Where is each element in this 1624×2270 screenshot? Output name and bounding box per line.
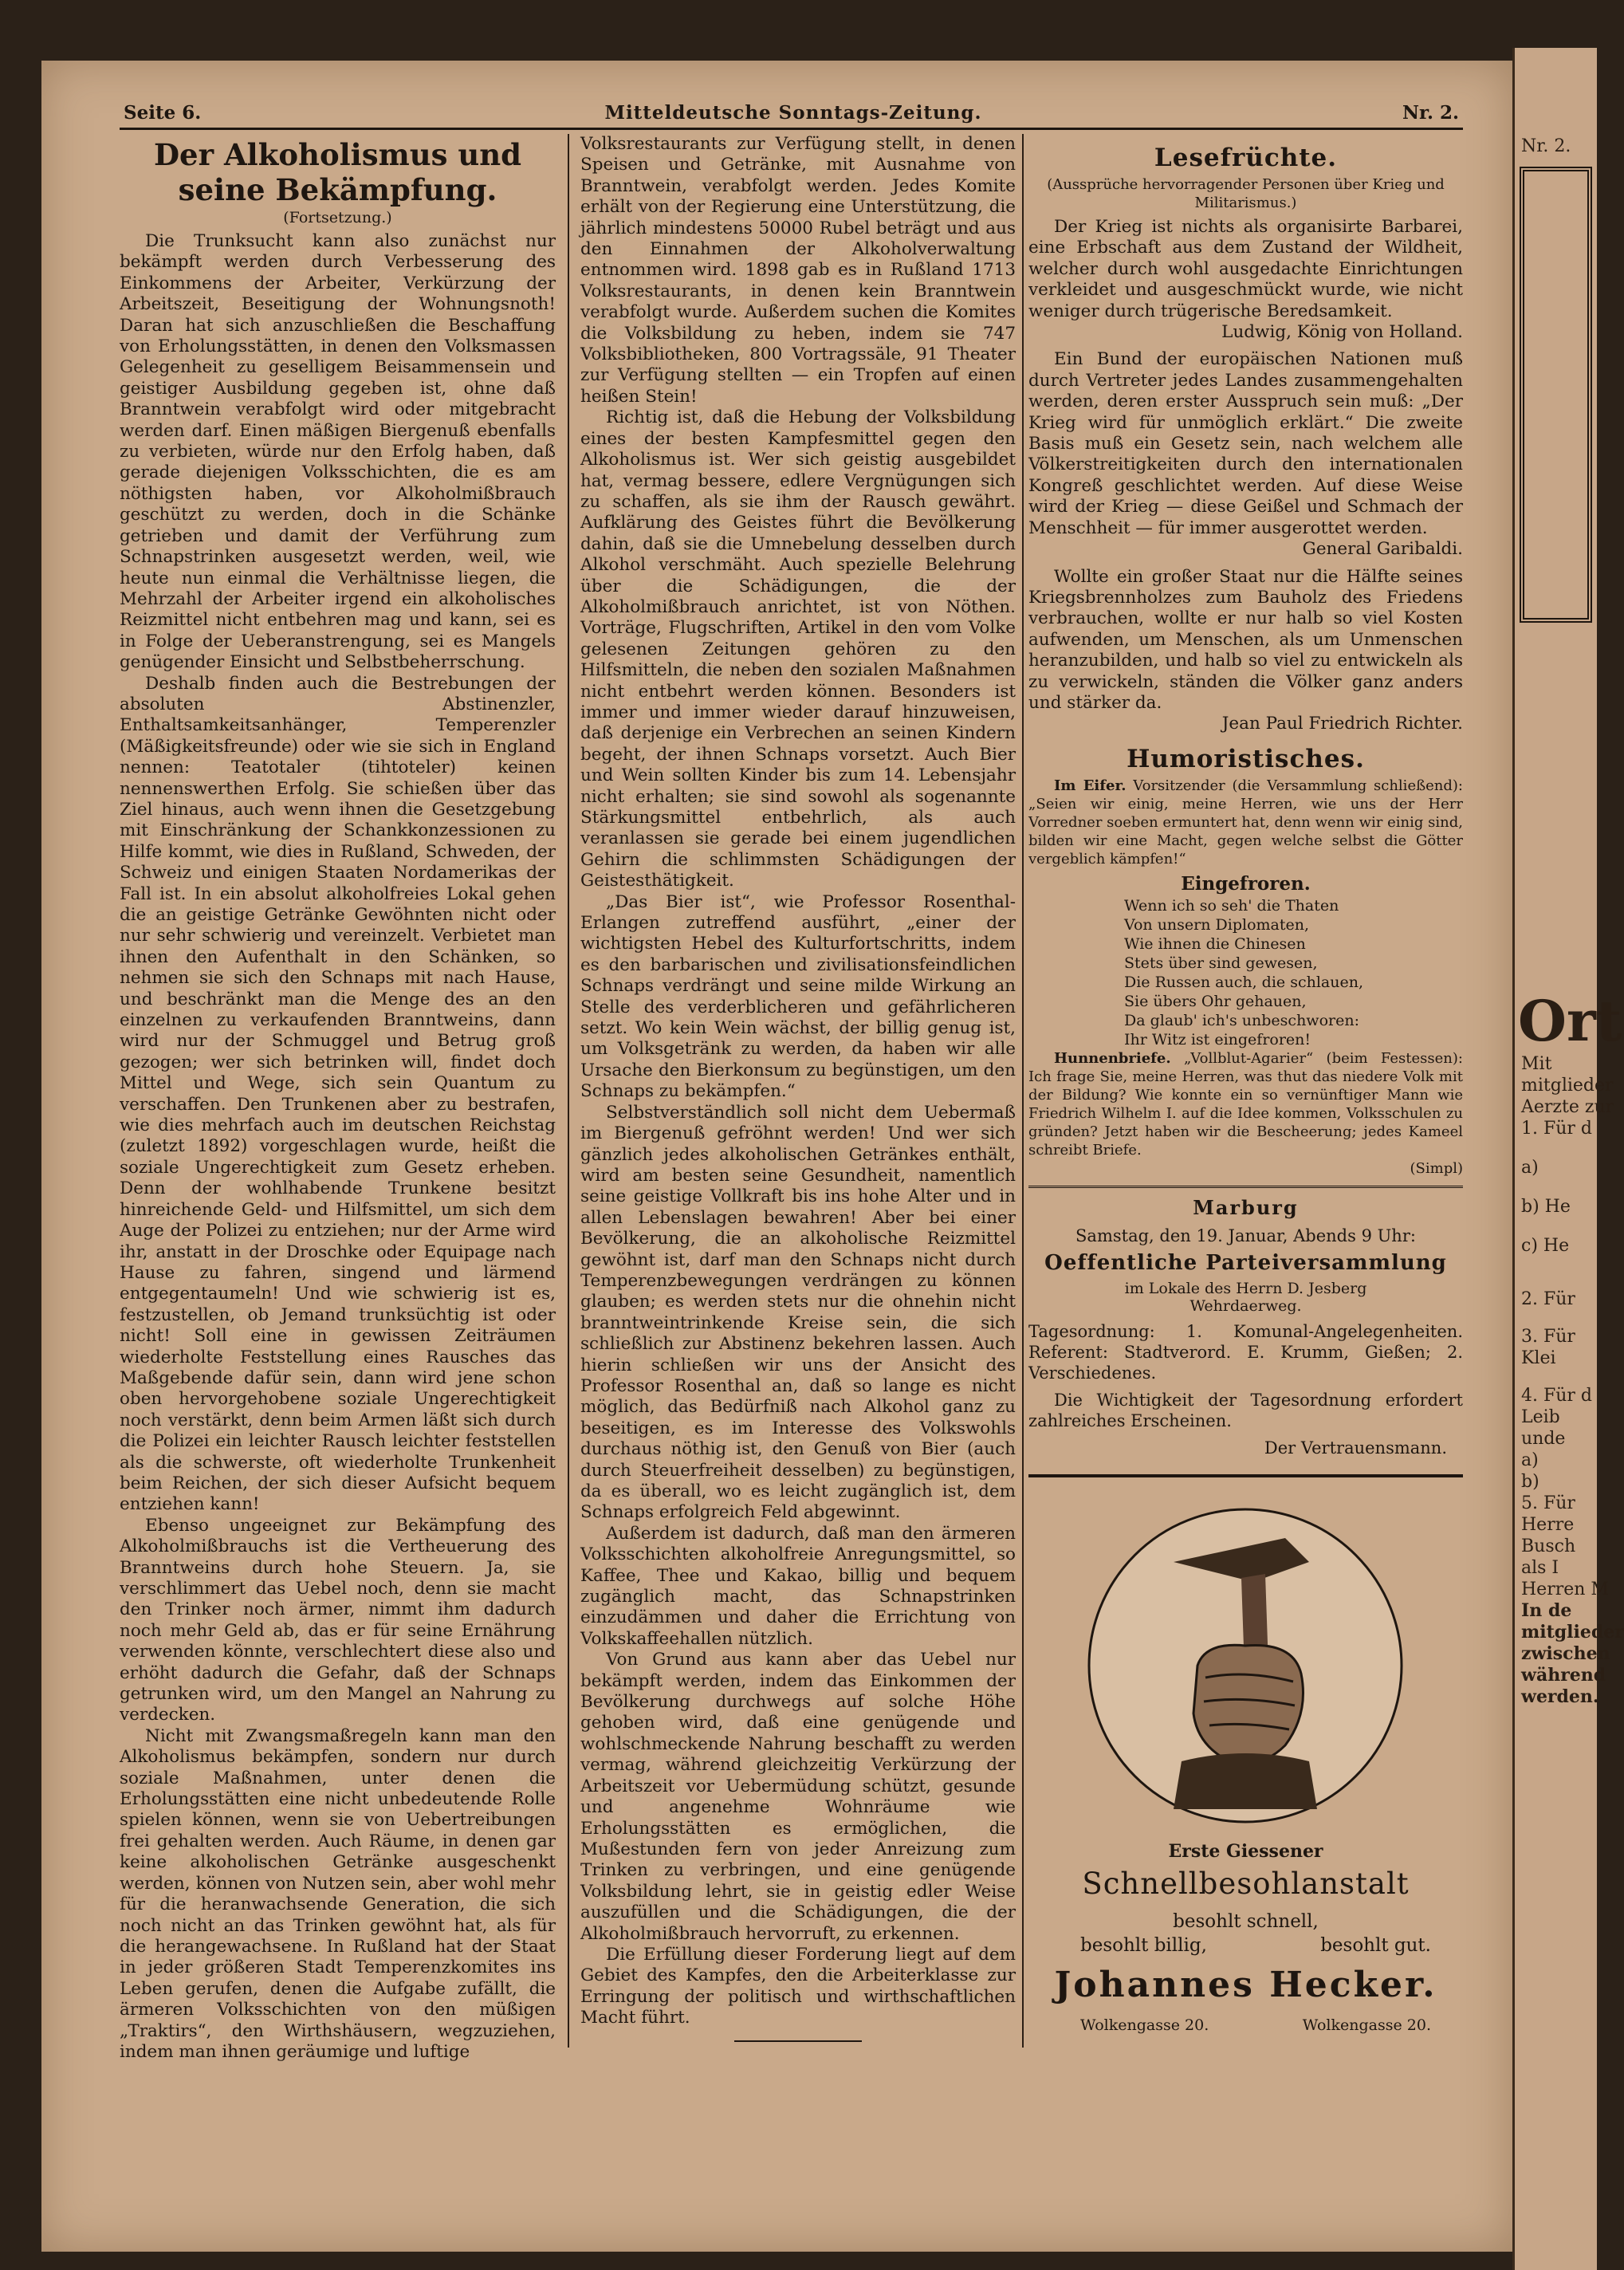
article-paragraph: Selbstverständlich soll nicht dem Uebermaß im Biergenuß gefröhnt werden! Und wer sich gänzlich jedes alkoholischen Getränkes enthält, wird am besten seine Gesundheit, namentlich seine geistige Vollkraft bis ins hohe Alter und in allen Lebenslagen bewahren! Aber bei einer Bevölkerung, die an alkoholische Reizmittel gewöhnt ist, darf man den Schnaps nicht durch Temperenzbewegungen verdrängen zu können glauben; es werden stets nur die ohnehin nicht branntweintrinkende Kreise sein, die sich schließlich zur Abstinenz bekehren lassen. Auch hierin schließen wir uns der Ansicht des Professor Rosenthal an, daß so lange es nicht möglich, das Bedürfniß nach Alkohol ganz zu beseitigen, es im Interesse des Volkswohls durchaus nöthig ist, den Genuß von Bier (auch durch Steuerfreiheit desselben) zu begünstigen, da es überall, wo es leicht zugänglich ist, dem Schnaps erfolgreich Feld abgewinnt.	[580, 1102, 1016, 1523]
humor-item	[1028, 777, 1463, 868]
edge-line: mitglieder	[1521, 1076, 1614, 1096]
edge-line: werden.	[1521, 1686, 1599, 1707]
meeting-event: Oeffentliche Parteiversammlung	[1044, 1250, 1447, 1275]
edge-line: 2. Für	[1521, 1289, 1575, 1309]
poem-line: Die Russen auch, die schlauen,	[1124, 973, 1363, 991]
meeting-street: Wehrdaerweg.	[1189, 1296, 1302, 1315]
poem-line: Wie ihnen die Chinesen	[1124, 934, 1306, 953]
article-title: Der Alkoholismus und seine Bekämpfung.	[153, 137, 522, 207]
column-3	[1028, 134, 1463, 2183]
ad-line3: besohlt schnell,	[1173, 1910, 1319, 1932]
edge-line: 5. Für	[1521, 1493, 1575, 1513]
article-end-rule	[734, 2040, 862, 2042]
quote-author: Jean Paul Friedrich Richter.	[1221, 714, 1463, 734]
article-paragraph: Deshalb finden auch die Bestrebungen der absoluten Abstinenzler, Enthaltsamkeitsanhänger, Temperenzler (Mäßigkeitsfreunde) oder wie sie sich in England nennen: Teatotaler (tihtoteler) keinen nennenswerthen Erfolg. Sie schießen über das Ziel hinaus, auch wenn ihnen die Gesetzgebung mit Einschränkung der Schankkonzessionen zu Hilfe kommt, wie dies in Rußland, Schweden, der Schweiz und einigen Staaten Nordamerikas der Fall ist. In ein absolut alkoholfreies Lokal gehen die an geistige Getränke Gewöhnten nicht oder nur sehr schwierig und vereinzelt. Verbietet man ihnen den Aufenthalt in den Schänken, so nehmen sie sich den Schnaps mit nach Hause, und beschränkt man die Menge des an den einzelnen zu verkaufenden Branntweins, dann wird nur der Schmuggel und Betrug groß gezogen; wer sich betrinken will, findet doch Mittel und Wege, sich sein Quantum zu verschaffen. Den Trunkenen aber zu bestrafen, wie dies mehrfach auch im deutschen Reichstag (zuletzt 1892) vorgeschlagen wurde, heißt die soziale Ungerechtigkeit zum Gesetz erheben. Denn der wohlhabende Trunkene besitzt hinreichende Geld- und Hilfsmittel, um sich dem Auge der Polizei zu entziehen; nur der Arme wird ihr, anstatt in der Droschke oder Equipage nach Hause zu fahren, singend und lärmend entgegentaumeln! Und wie schwierig ist es, festzustellen, ob Jemand trunksüchtig ist oder nicht! Soll eine in gewissen Zeiträumen wiederholte Feststellung eines Rausches das Maßgebende dafür sein, dann wird jene schon oben hervorgehobene soziale Ungerechtigkeit noch verstärkt, denn beim Armen läßt sich durch die Polizei ein leichter Rausch leichter feststellen als die schwerste, oft wiederholte Trunkenheit beim Reichen, der sich dieser Aufsicht bequem entziehen kann!	[120, 673, 556, 1515]
edge-line: Herren M	[1521, 1580, 1609, 1599]
article-paragraph: Nicht mit Zwangsmaßregeln kann man den Alkoholismus bekämpfen, sondern nur durch soziale Maßnahmen, unter denen die Erholungsstätten eine nicht unbedeutende Rolle spielen können, wenn sie von Uebertreibungen frei gehalten werden. Auch Räume, in denen gar keine alkoholischen Getränke ausgeschenkt werden, können von Nutzen sein, aber wohl mehr für die heranwachsende Generation, die sich noch nicht an das Trinken gewöhnt hat, als für die herangewachsene. In Rußland hat der Staat in jeder größeren Stadt Temperenzkomites ins Leben gerufen, denen die Aufgabe zufällt, die ärmeren Volksschichten von den müßigen „Traktirs“, den Wirthshäusern, wegzuziehen, indem man ihnen geräumige und luftige	[120, 1725, 556, 2062]
edge-line: Nr. 2.	[1521, 136, 1571, 156]
edge-line: a)	[1521, 1450, 1539, 1470]
shoe-repair-ad	[1028, 1474, 1463, 2096]
adjacent-page-edge	[1512, 48, 1624, 2270]
humor-source: (Simpl)	[1410, 1159, 1463, 1177]
edge-line: 3. Für	[1521, 1327, 1575, 1347]
edge-line: b)	[1521, 1472, 1539, 1492]
article-paragraph: Die Erfüllung dieser Forderung liegt auf dem Gebiet des Kampfes, den die Arbeiterklasse zur Erringung der politisch und wirthschaftlichen Macht führt.	[580, 1944, 1016, 2028]
humor-item-text: Vorsitzender (die Versammlung schließend): „Seien wir einig, meine Herren, wie uns der Herr Vorredner soeben ermuntert hat, denn wenn wir einig sind, bilden wir eine Macht, gegen welche selbst die Götter vergeblich kämpfen!“	[1028, 777, 1463, 867]
edge-line: c) He	[1521, 1236, 1570, 1256]
edge-line: 1. Für d	[1521, 1119, 1593, 1139]
column-divider	[568, 134, 569, 2048]
edge-line: Mit	[1521, 1054, 1552, 1074]
meeting-city: Marburg	[1193, 1195, 1299, 1219]
poem-line: Sie übers Ohr gehauen,	[1124, 992, 1307, 1010]
meeting-signature: Der Vertrauensmann.	[1264, 1438, 1447, 1458]
meeting-date: Samstag, den 19. Januar, Abends 9 Uhr:	[1075, 1225, 1416, 1245]
section-rule	[1028, 1186, 1463, 1188]
page-header	[124, 94, 1463, 126]
humor-item-head: Hunnenbriefe.	[1054, 1049, 1171, 1067]
edge-line: während	[1521, 1665, 1606, 1686]
header-rule	[120, 128, 1463, 130]
issue-number: Nr. 2.	[1402, 102, 1459, 124]
edge-line: Ort	[1518, 988, 1622, 1054]
ad-line4b: besohlt gut.	[1320, 1934, 1431, 1956]
poem-line: Stets über sind gewesen,	[1124, 954, 1318, 972]
ad-business: Schnellbesohlanstalt	[1082, 1866, 1410, 1901]
sleeve-icon	[1174, 1753, 1317, 1809]
ad-address-right: Wolkengasse 20.	[1302, 2016, 1431, 2034]
meeting-ad	[1028, 1196, 1463, 1458]
article-paragraph: „Das Bier ist“, wie Professor Rosenthal-Erlangen zutreffend ausführt, „einer der wichtigsten Hebel des Kulturfortschritts, indem es den barbarischen und zivilisationsfeindlichen Schnaps verdrängt und seine milde Wirkung an Stelle des verderblicheren und gefährlicheren setzt. Wo kein Wein wächst, der billig genug ist, um Volksgetränk zu werden, da haben wir alle Ursache den Bierkonsum zu begünstigen, um den Schnaps zu bekämpfen.“	[580, 891, 1016, 1102]
hammer-hand-illustration	[1086, 1506, 1405, 1825]
edge-line: Herre	[1521, 1515, 1575, 1535]
humor-title: Humoristisches.	[1127, 744, 1365, 773]
humor-item	[1028, 1049, 1463, 1159]
ad-line1: Erste Giessener	[1168, 1840, 1323, 1862]
edge-ad-frame	[1520, 167, 1592, 623]
quote-text: Ein Bund der europäischen Nationen muß durch Vertreter jedes Landes zusammengehalten werden, deren erster Ausspruch sein muß: „Der Krieg wird für unmöglich erklärt.“ Die zweite Basis muß ein Gesetz sein, nach welchem alle Völkerstreitigkeiten durch den internationalen Kongreß geschlichtet werden. Auf diese Weise wird der Krieg — diese Geißel und Schmach der Menschheit — für immer ausgerottet werden.	[1028, 349, 1463, 538]
quote-text: Wollte ein großer Staat nur die Hälfte seines Kriegsbrennholzes zum Bauholz des Friedens verbrauchen, wollte er nur halb so viel Kosten aufwenden, um Menschen, als um Unmenschen heranzubilden, und halb so viel zu entwickeln als zu verwickeln, ständen die Völker ganz anders und stärker da.	[1028, 566, 1463, 713]
article-continued: (Fortsetzung.)	[283, 209, 392, 226]
poem-line: Von unsern Diplomaten,	[1124, 915, 1310, 934]
lesefruechte-title: Lesefrüchte.	[1154, 144, 1338, 172]
ad-address-left: Wolkengasse 20.	[1080, 2016, 1209, 2034]
edge-line: mitglieder	[1521, 1622, 1624, 1643]
quote-author: General Garibaldi.	[1302, 539, 1463, 560]
quote-text: Der Krieg ist nichts als organisirte Barbarei, eine Erbschaft aus dem Zustand der Wildheit, welcher durch wohl ausgedachte Einrichtungen verkleidet und ausgeschmückt wurde, wie nicht weniger durch trügerische Beredsamkeit.	[1028, 217, 1463, 321]
article-paragraph: Volksrestaurants zur Verfügung stellt, in denen Speisen und Getränke, mit Ausnahme von Branntwein, verabfolgt werden. Jedes Komite erhält von der Regierung eine Unterstützung, die jährlich mindestens 50000 Rubel beträgt und aus den Einnahmen der Alkoholverwaltung entnommen wird. 1898 gab es in Rußland 1713 Volksrestaurants, in denen kein Branntwein verabfolgt wurde. Außerdem suchen die Komites die Volksbildung zu heben, indem sie 747 Volksbibliotheken, 800 Vortragssäle, 91 Theater zur Verfügung stellten — ein Tropfen auf einen heißen Stein!	[580, 134, 1016, 407]
edge-line: 4. Für d	[1521, 1386, 1593, 1406]
edge-line: Busch	[1521, 1536, 1576, 1556]
article-paragraph: Richtig ist, daß die Hebung der Volksbildung eines der besten Kampfesmittel gegen den Alkoholismus ist. Wer sich geistig ausgebildet hat, vermag bessere, edlere Vergnügungen sich zu schaffen, als sie ihm der Rausch gewährt. Aufklärung des Geistes führt die Bevölkerung dahin, daß sie die Umnebelung desselben durch Alkohol verschmäht. Auch spezielle Belehrung über die Schädigungen, die der Alkoholmißbrauch anrichtet, ist von Nöthen. Vorträge, Flugschriften, Artikel in den vom Volke gelesenen Zeitungen gehören zu den Hilfsmitteln, die neben den sozialen Maßnahmen nicht entbehrt werden können. Besonders ist immer und immer wieder darauf hinzuweisen, daß derjenige ein Verbrechen an seinen Kindern begeht, der ihnen Schnaps vorsetzt. Auch Bier und Wein sollten Kinder bis zum 14. Lebensjahr nicht erhalten; sie sind sowohl als sogenannte Stärkungsmittel entbehrlich, als auch veranlassen sie gerade bei einem jugendlichen Gehirn die schlimmsten Schädigungen der Geistesthätigkeit.	[580, 407, 1016, 891]
humor-item-text: „Vollblut-Agarier“ (beim Festessen): Ich frage Sie, meine Herren, was thut das niedere Volk mit der Bildung? Wie konnte ein so vernünftiger Mann wie Friedrich Wilhelm I. auf die Idee kommen, Volksschulen zu gründen? Jetzt haben wir die Bescheerung; jedes Kameel schreibt Briefe.	[1028, 1049, 1463, 1159]
page-number: Seite 6.	[124, 102, 202, 124]
ad-owner-name: Johannes Hecker.	[1054, 1964, 1437, 2005]
poem-title: Eingefroren.	[1181, 872, 1311, 895]
humor-item-head: Im Eifer.	[1054, 777, 1127, 794]
edge-line: In de	[1521, 1600, 1572, 1621]
newspaper-title: Mitteldeutsche Sonntags-Zeitung.	[604, 102, 982, 124]
meeting-agenda: Tagesordnung: 1. Komunal-Angelegenheiten. Referent: Stadtverord. E. Krumm, Gießen; 2. Verschiedenes.	[1028, 1321, 1463, 1383]
meeting-appeal: Die Wichtigkeit der Tagesordnung erfordert zahlreiches Erscheinen.	[1028, 1390, 1463, 1430]
edge-line: Klei	[1521, 1348, 1556, 1368]
ad-line4a: besohlt billig,	[1080, 1934, 1207, 1956]
article-paragraph: Von Grund aus kann aber das Uebel nur bekämpft werden, indem das Einkommen der Bevölkerung durchwegs auf solche Höhe gehoben wird, daß eine genügende und wohlschmeckende Nahrung beschafft zu werden vermag, während gleichzeitig Verkürzung der Arbeitszeit vor Uebermüdung schützt, gesunde und angenehme Wohnräume wie Erholungsstätten es ermöglichen, die Mußestunden fern von jeder Anreizung zum Trinken zu verbringen, und eine genügende Volksbildung lehrt, sie in geistig edler Weise auszufüllen und die Schädigungen, die der Alkoholmißbrauch hervorruft, zu erkennen.	[580, 1650, 1016, 1944]
edge-line: als I	[1521, 1558, 1559, 1578]
edge-line: Leib	[1521, 1407, 1560, 1427]
poem-line: Da glaub' ich's unbeschworen:	[1124, 1011, 1359, 1029]
article-paragraph: Außerdem ist dadurch, daß man den ärmeren Volksschichten alkoholfreie Anregungsmittel, so Kaffee, Thee und Kakao, billig und bequem zugänglich macht, das Schnapstrinken einzudämmen und daher die Errichtung von Volkskaffeehallen nützlich.	[580, 1523, 1016, 1649]
lesefruechte-subtitle: (Aussprüche hervorragender Personen über Krieg und Militarismus.)	[1047, 176, 1445, 211]
quote-author: Ludwig, König von Holland.	[1221, 322, 1463, 343]
article-paragraph: Die Trunksucht kann also zunächst nur bekämpft werden durch Verbesserung des Einkommens der Arbeiter, Verkürzung der Arbeitszeit, Beseitigung der Wohnungsnoth! Daran hat sich anzuschließen die Beschaffung von Erholungsstätten, in denen den Volksmassen Gelegenheit zu geselligem Beisammensein und geistiger Ausbildung gegeben ist, ohne daß Branntwein verabfolgt wird oder mitgebracht werden darf. Einen mäßigen Biergenuß ebenfalls zu verbieten, würde nur den Erfolg haben, daß gerade diejenigen Volksschichten, die es am nöthigsten haben, vor Alkoholmißbrauch geschützt zu werden, doch in die Schänke getrieben und damit der Verführung zum Schnapstrinken ausgesetzt werden, weil, wie heute nun einmal die Verhältnisse liegen, die Mehrzahl der Arbeiter irgend ein alkoholisches Reizmittel nicht entbehren mag und kann, sei es in Folge der Ueberanstrengung, sei es Mangels genügender Einsicht und Selbstbeherrschung.	[120, 231, 556, 673]
edge-line: a)	[1521, 1158, 1539, 1178]
poem	[1124, 896, 1463, 1049]
poem-line: Ihr Witz ist eingefroren!	[1124, 1030, 1311, 1048]
article-paragraph: Ebenso ungeeignet zur Bekämpfung des Alkoholmißbrauchs ist die Vertheuerung des Branntweins durch hohe Steuern. Ja, sie verschlimmert das Uebel noch, denn sie macht den Trinker noch ärmer, nimmt ihm dadurch noch mehr Geld ab, das er für seine Ernährung verwenden könnte, verschlechtert diese also und erhöht dadurch die Gefahr, daß der Schnaps getrunken wird, um den Mangel an Nahrung zu verdecken.	[120, 1515, 556, 1725]
meeting-venue: im Lokale des Herrn D. Jesberg	[1124, 1279, 1367, 1297]
edge-line: unde	[1521, 1429, 1566, 1449]
edge-line: b) He	[1521, 1197, 1571, 1217]
column-1	[120, 134, 556, 2062]
edge-line: zwischen	[1521, 1643, 1610, 1664]
column-divider	[1022, 134, 1024, 2048]
poem-line: Wenn ich so seh' die Thaten	[1124, 896, 1339, 915]
column-2	[580, 134, 1016, 2048]
ad-top-rule	[1028, 1474, 1463, 1477]
edge-line: Aerzte zur	[1521, 1097, 1614, 1117]
